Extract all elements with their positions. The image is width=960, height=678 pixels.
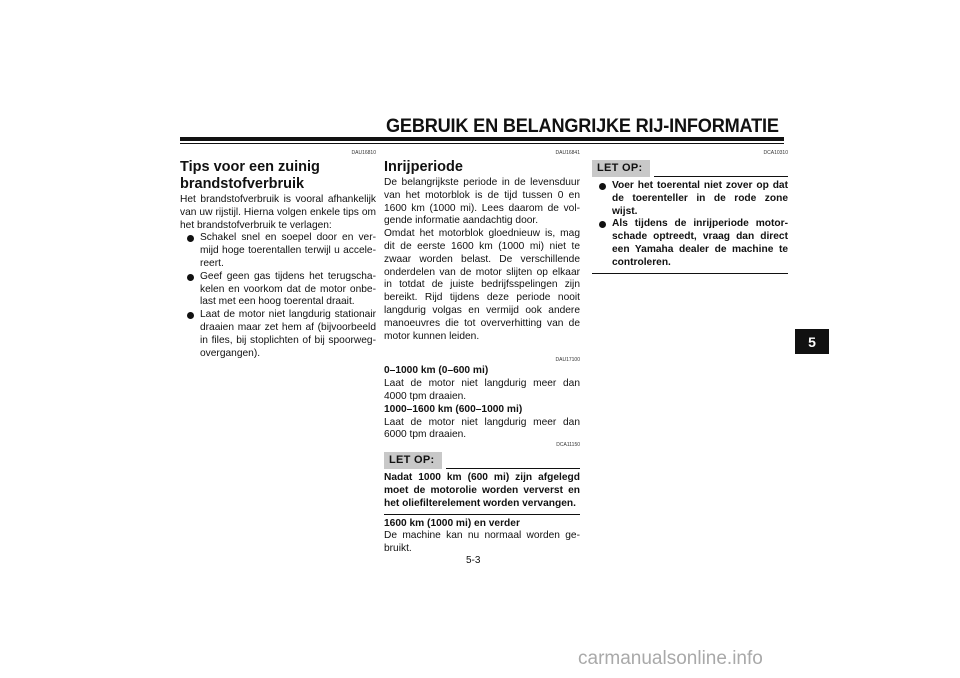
notice-text: Nadat 1000 km (600 mi) zijn afgelegd moet de motorolie worden ververst en het oliefilterelement worden vervangen.	[384, 472, 580, 509]
notice-end-rule	[592, 273, 788, 274]
paragraph: De machine kan nu normaal worden gebruikt.	[384, 530, 580, 555]
notice-end-rule	[384, 514, 580, 515]
bullet-icon	[187, 235, 194, 242]
section-code: DAU16841	[555, 150, 580, 156]
notice-rule	[654, 176, 789, 177]
paragraph: Laat de motor niet langdurig meer dan 6000 tpm draaien.	[384, 416, 580, 441]
list-item	[592, 180, 788, 218]
chapter-tab: 5	[795, 329, 829, 354]
bullet-icon	[187, 312, 194, 319]
notice-badge: LET OP:	[384, 452, 442, 469]
intro-paragraph: Het brandstofverbruik is vooral afhankelijk van uw rijstijl. Hierna volgen enkele tips om het brandstofverbruik te verlagen:	[180, 194, 376, 231]
notice-header	[384, 452, 580, 469]
list-item-text: Geef geen gas tijdens het terugschakelen en voorkom dat de motor onbelast met een hoog toerental draait.	[200, 270, 376, 308]
bullet-icon	[599, 183, 606, 190]
list-item-text: Laat de motor niet langdurig stationair draaien maar zet hem af (bijvoorbeeld in files, bij stoplichten of bij spoorwegovergangen).	[200, 309, 376, 359]
paragraph: Laat de motor niet langdurig meer dan 4000 tpm draaien.	[384, 378, 580, 402]
list-item	[180, 309, 376, 360]
header-rule	[180, 137, 784, 141]
column-caution	[592, 150, 788, 274]
watermark: carmanualsonline.info	[578, 648, 763, 669]
notice-code: DCA11150	[556, 442, 580, 449]
notice-code: DCA10310	[763, 150, 788, 156]
subheading: 0–1000 km (0–600 mi)	[384, 365, 489, 377]
list-item	[180, 232, 376, 270]
list-item-text: Als tijdens de inrijperiode motorschade optreedt, vraag dan direct een Yamaha dealer de machine te controleren.	[612, 218, 788, 268]
column-break-in	[384, 150, 580, 556]
page-title: GEBRUIK EN BELANGRIJKE RIJ-INFORMATIE	[386, 115, 779, 137]
list-item	[180, 271, 376, 309]
section-code: DAU17100	[555, 357, 580, 364]
header-rule-thin	[180, 143, 784, 144]
caution-list	[592, 180, 788, 270]
paragraph: De belangrijkste periode in de levensduur van het motorblok is de tijd tussen 0 en 1600 km (1000 mi). Lees daarom de volgende informatie aandachtig door.	[384, 177, 580, 227]
tips-list	[180, 232, 376, 360]
section-title: Inrijperiode	[384, 159, 463, 175]
column-fuel-tips	[180, 150, 376, 360]
bullet-icon	[187, 274, 194, 281]
list-item	[592, 218, 788, 269]
notice-header	[592, 160, 788, 177]
page-number: 5-3	[466, 555, 481, 566]
notice-badge: LET OP:	[592, 160, 650, 177]
list-item-text: Schakel snel en soepel door en vermijd hoge toerentallen terwijl u accelereert.	[200, 232, 376, 269]
section-code: DAU16810	[351, 150, 376, 156]
list-item-text: Voer het toerental niet zover op dat de toerenteller in de rode zone wijst.	[612, 180, 788, 217]
paragraph: Omdat het motorblok gloednieuw is, mag dit de eerste 1600 km (1000 mi) niet te zwaar worden belast. De verschillende onderdelen van de motor slijten op elkaar in totdat de juiste bedrijfsspelingen zijn bereikt. Rijd tijdens deze periode nooit langdurig volgas en vermijd ook andere manoeuvres die tot oververhitting van de motor kunnen leiden.	[384, 228, 580, 342]
notice-rule	[446, 468, 581, 469]
section-title: Tips voor een zuinig brandstofverbruik	[180, 159, 320, 192]
subheading: 1600 km (1000 mi) en verder	[384, 517, 520, 529]
subheading: 1000–1600 km (600–1000 mi)	[384, 403, 523, 415]
bullet-icon	[599, 221, 606, 228]
